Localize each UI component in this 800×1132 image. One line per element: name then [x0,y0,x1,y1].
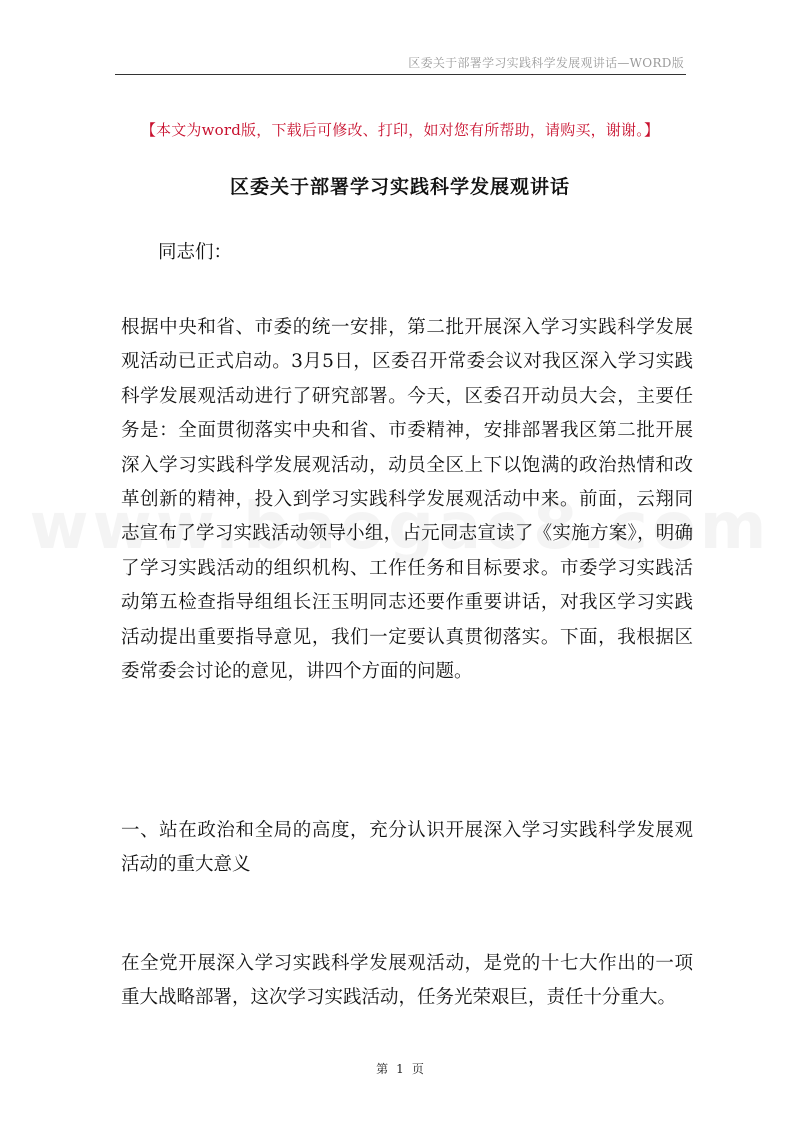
paragraph-section-1: 在全党开展深入学习实践科学发展观活动，是党的十七大作出的一项重大战略部署，这次学习实践活动，任务光荣艰巨，责任十分重大。 [121,953,693,1009]
running-header: 区委关于部署学习实践科学发展观讲话—WORD版 [408,56,684,70]
document-title: 区委关于部署学习实践科学发展观讲话 [229,176,570,198]
footer-suffix: 页 [411,1062,424,1076]
section-heading-1: 一、站在政治和全局的高度，充分认识开展深入学习实践科学发展观活动的重大意义 [121,820,693,876]
salutation: 同志们： [158,242,233,263]
page-number: 1 [396,1062,404,1076]
download-notice: 【本文为word版，下载后可修改、打印，如对您有所帮助，请购买，谢谢。】 [140,121,660,139]
header-divider [115,74,686,75]
paragraph-intro: 根据中央和省、市委的统一安排，第二批开展深入学习实践科学发展观活动已正式启动。3月5日，区委召开常委会议对我区深入学习实践科学发展观活动进行了研究部署。今天，区委召开动员大会，主要任务是：全面贯彻落实中央和省、市委精神，安排部署我区第二批开展深入学习实践科学发展观活动，动员全区上下以饱满的政治热情和改革创新的精神，投入到学习实践科学发展观活动中来。前面，云翔同志宣布了学习实践活动领导小组，占元同志宣读了《实施方案》，明确了学习实践活动的组织机构、工作任务和目标要求。市委学习实践活动第五检查指导组组长汪玉明同志还要作重要讲话，对我区学习实践活动提出重要指导意见，我们一定要认真贯彻落实。下面，我根据区委常委会讨论的意见，讲四个方面的问题。 [121,317,693,683]
footer-prefix: 第 [376,1062,389,1076]
page-footer [0,1060,800,1077]
